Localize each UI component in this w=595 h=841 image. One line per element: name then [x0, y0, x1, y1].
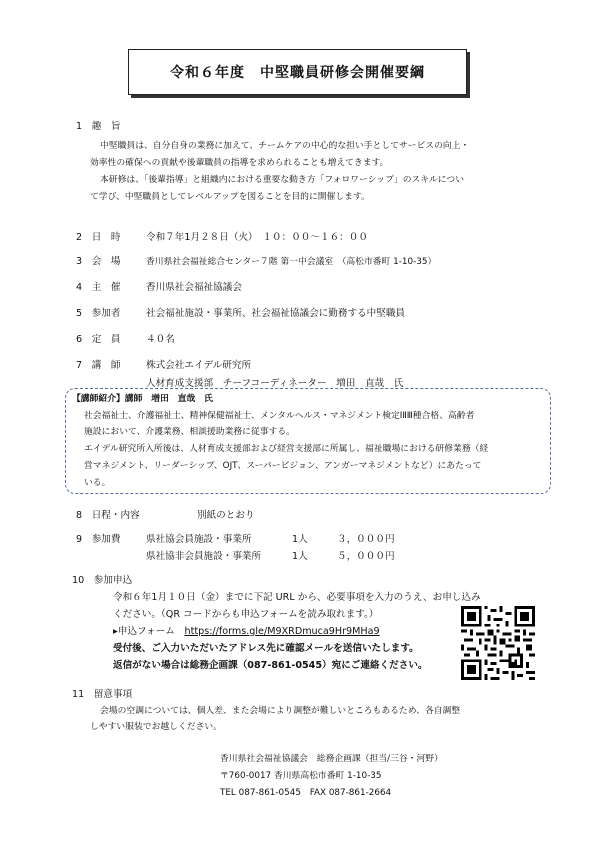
- section-10-line-5: 返信がない場合は総務企画課（087-861-0545）宛にご連絡ください。: [113, 660, 428, 671]
- qr-code-image[interactable]: [461, 606, 535, 680]
- page-title: 令和６年度 中堅職員研修会開催要綱: [170, 65, 425, 81]
- section-1-label: 1 趣 旨: [76, 121, 121, 132]
- application-form-link[interactable]: https://forms.gle/M9XRDmuca9Hr9MHa9: [184, 626, 380, 637]
- footer-organization: 香川県社会福祉協議会 総務企画課（担当/三谷・河野）: [220, 754, 443, 764]
- section-1-line-4: て学び、中堅職員としてレベルアップを図ることを目的に開催します。: [90, 192, 370, 202]
- section-2-value: 令和７年1月２８日（火） １０：００～１６：００: [146, 232, 368, 243]
- intro-line-1: 社会福祉士、介護福祉士、精神保健福祉士、メンタルヘルス・マネジメント検定ⅠⅡⅢ種合格、高齢者: [84, 411, 475, 421]
- footer-address: 〒760-0017 香川県高松市番町 1-10-35: [220, 771, 382, 781]
- section-4-label: 4 主 催: [76, 282, 121, 293]
- section-11-label: 11 留意事項: [72, 689, 133, 700]
- intro-line-5: いる。: [84, 478, 111, 488]
- section-1-line-1: 中堅職員は、自分自身の業務に加えて、チームケアの中心的な担い手としてサービスの向上・: [100, 141, 470, 151]
- lecturer-person: 人材育成支援部 チーフコーディネーター 増田 直哉 氏: [146, 378, 404, 389]
- intro-heading: 【講師紹介】講師 増田 直哉 氏: [72, 394, 213, 404]
- section-3-label: 3 会 場: [76, 256, 121, 267]
- fee-row-2-amount: ５，０００円: [337, 551, 395, 562]
- intro-line-4: 営マネジメント、リーダーシップ、OJT、スーパービジョン、アンガーマネジメントなど）にあたって: [84, 461, 482, 471]
- section-11-line-2: しやすい服装でお越しください。: [90, 722, 222, 732]
- fee-row-1-count: 1人: [292, 534, 308, 545]
- section-8-label: 8 日程・内容: [76, 510, 140, 521]
- application-form-row: [113, 623, 380, 637]
- section-3-value: 香川県社会福祉総合センター７階 第一中会議室 （高松市番町 1-10-35）: [146, 257, 437, 267]
- section-6-label: 6 定 員: [76, 334, 121, 345]
- application-form-prefix: ▸申込フォーム: [113, 626, 185, 637]
- fee-row-2-name: 県社協非会員施設・事業所: [146, 551, 262, 562]
- section-10-line-1: 令和６年1月１０日（金）までに下記 URL から、必要事項を入力のうえ、お申し込み: [113, 592, 481, 603]
- section-7-label: 7 講 師: [76, 360, 121, 371]
- fee-row-1-name: 県社協会員施設・事業所: [146, 534, 252, 545]
- section-5-value: 社会福祉施設・事業所、社会福祉協議会に勤務する中堅職員: [146, 308, 406, 319]
- footer-phone-fax: TEL 087-861-0545 FAX 087-861-2664: [220, 788, 392, 798]
- section-10-label: 10 参加申込: [72, 575, 133, 586]
- section-10-line-2: ください。（QR コードからも申込フォームを読み取れます。）: [113, 609, 379, 620]
- section-2-label: 2 日 時: [76, 232, 121, 243]
- section-5-label: 5 参加者: [76, 308, 121, 319]
- section-6-value: ４０名: [146, 334, 175, 345]
- qr-code-icon: [461, 606, 535, 680]
- title-box: [128, 49, 467, 95]
- intro-line-2: 施設において、介護業務、相談援助業務に従事する。: [84, 427, 295, 437]
- section-9-label: 9 参加費: [76, 534, 121, 545]
- section-11-line-1: 会場の空調については、個人差、また会場により調整が難しいところもあるため、各自調整: [100, 706, 461, 716]
- fee-row-2-count: 1人: [292, 551, 308, 562]
- section-1-line-2: 効率性の確保への貢献や後輩職員の指導を求められることも増えてきます。: [90, 158, 389, 168]
- section-4-value: 香川県社会福祉協議会: [146, 282, 242, 293]
- intro-line-3: エイデル研究所入所後は、人材育成支援部および経営支援部に所属し、福祉職場における研修業務（経: [84, 444, 489, 454]
- fee-row-1-amount: ３，０００円: [337, 534, 395, 545]
- section-1-line-3: 本研修は、「後輩指導」と組織内における重要な動き方「フォロワーシップ」のスキルについ: [100, 175, 465, 185]
- section-8-value: 別紙のとおり: [197, 510, 255, 521]
- lecturer-company: 株式会社エイデル研究所: [146, 360, 252, 371]
- section-10-line-4: 受付後、ご入力いただいたアドレス先に確認メールを送信いたします。: [113, 643, 419, 654]
